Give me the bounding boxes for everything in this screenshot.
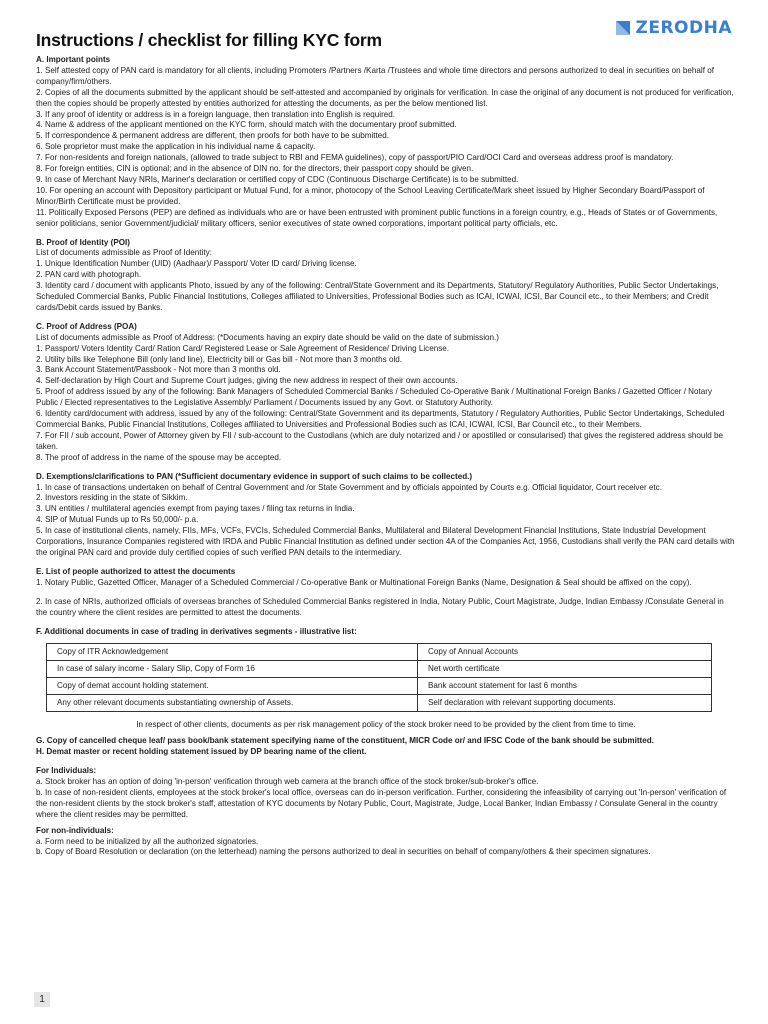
table-cell: Copy of Annual Accounts	[418, 644, 712, 661]
section-b-heading: B. Proof of Identity (POI)	[36, 237, 130, 247]
table-cell: Copy of demat account holding statement.	[47, 678, 418, 695]
section-f-note: In respect of other clients, documents as per risk management policy of the stock broker need to be provided by the client from time to time.	[136, 720, 636, 730]
section-h-heading: H. Demat master or recent holding statement issued by DP bearing name of the client.	[36, 747, 367, 757]
section-c-item: 7. For FII / sub account, Power of Attorney given by FII / sub-account to the Custodians (which are duly notarized and / or apostilled or consularised) that gives the registered address should be taken.	[36, 430, 723, 451]
table-cell: In case of salary income - Salary Slip, Copy of Form 16	[47, 661, 418, 678]
section-a-item: 2. Copies of all the documents submitted by the applicant should be self-attested and accompanied by originals for verification. In case the original of any document is not produced for verification, then the copies should be properly attested by entities authorized for attesting the documents, as per the below mentioned list.	[36, 87, 734, 108]
section-a-item: 8. For foreign entities, CIN is optional; and in the absence of DIN no. for the directors, their passport copy should be given.	[36, 164, 474, 174]
section-b-item: 1. Unique Identification Number (UID) (Aadhaar)/ Passport/ Voter ID card/ Driving license.	[36, 259, 357, 269]
section-a-item: 1. Self attested copy of PAN card is mandatory for all clients, including Promoters /Partners /Karta /Trustees and whole time directors and persons authorized to deal in securities on behalf of company/firm/others.	[36, 65, 714, 86]
logo-text: ZERODHA	[635, 18, 732, 38]
section-b-item: 2. PAN card with photograph.	[36, 270, 142, 280]
section-b-intro: List of documents admissible as Proof of Identity:	[36, 248, 212, 258]
individuals-item: a. Stock broker has an option of doing 'in-person' verification through web camera at the branch office of the stock broker/sub-broker's office.	[36, 777, 539, 787]
section-d-heading: D. Exemptions/clarifications to PAN (*Sufficient documentary evidence in support of such claims to be collected.)	[36, 471, 473, 481]
non-individuals-item: a. Form need to be initialized by all the authorized signatories.	[36, 836, 259, 846]
derivatives-documents-table	[46, 643, 712, 712]
section-f-heading: F. Additional documents in case of trading in derivatives segments - illustrative list:	[36, 626, 357, 636]
page-title: Instructions / checklist for filling KYC form	[36, 30, 382, 50]
section-a-item: 11. Politically Exposed Persons (PEP) are defined as individuals who are or have been entrusted with prominent public functions in a foreign country, e.g., Heads of States or of Governments, senior politicians, senior Government/judicial/ military officers, senior executives of state owned corporations, important political party officials, etc.	[36, 207, 718, 228]
section-c-item: 6. Identity card/document with address, issued by any of the following: Central/State Government and its departments, Statutory / Regulatory Authorities, Public Sector Undertakings, Scheduled Commercial Banks, Public Financial Institutions, Colleges affiliated to Universities and Professional Bodies such as ICAI, ICWAI, ICSI, Bar Council etc., to their Members.	[36, 409, 725, 429]
section-d-item: 3. UN entities / multilateral agencies exempt from paying taxes / filing tax returns in India.	[36, 504, 355, 514]
individuals-item: b. In case of non-resident clients, employees at the stock broker's local office, overseas can do in-person verification. Further, considering the infeasibility of carrying out 'In-person' verification of the non-resident clients by the stock broker's staff, attestation of KYC documents by Notary Public, Court, Magistrate, Judge, Local Banker, Indian Embassy / Consulate General in the country where the client resides may be permitted.	[36, 787, 727, 819]
section-c-item: 5. Proof of address issued by any of the following: Bank Managers of Scheduled Commercial Banks / Scheduled Co-Operative Bank / Multinational Foreign Banks / Gazetted Officer / Notary Public / Elected representatives to the Legislative Assembly/ Parliament / Documents issued by any Govt. or Statutory Authority.	[36, 387, 713, 408]
section-c-heading: C. Proof of Address (POA)	[36, 321, 137, 331]
table-cell: Bank account statement for last 6 months	[418, 678, 712, 695]
section-c-item: 2. Utility bills like Telephone Bill (only land line), Electricity bill or Gas bill - Not more than 3 months old.	[36, 354, 403, 364]
table-cell: Copy of ITR Acknowledgement	[47, 644, 418, 661]
table-row	[47, 661, 712, 678]
table-row	[47, 695, 712, 712]
section-a-item: 7. For non-residents and foreign nationals, (allowed to trade subject to RBI and FEMA guidelines), copy of passport/PIO Card/OCI Card and overseas address proof is mandatory.	[36, 153, 674, 163]
section-e-item: 1. Notary Public, Gazetted Officer, Manager of a Scheduled Commercial / Co-operative Bank or Multinational Foreign Banks (Name, Designation & Seal should be affixed on the copy).	[36, 577, 692, 587]
section-a-item: 5. If correspondence & permanent address are different, then proofs for both have to be submitted.	[36, 131, 390, 141]
section-c-item: 3. Bank Account Statement/Passbook - Not more than 3 months old.	[36, 365, 281, 375]
section-c-intro: List of documents admissible as Proof of Address: (*Documents having an expiry date should be valid on the date of submission.)	[36, 332, 499, 342]
section-d-item: 5. In case of institutional clients, namely, FIIs, MFs, VCFs, FVCIs, Scheduled Commercial Banks, Multilateral and Bilateral Development Financial Institutions, State Industrial Development Corporations, Insurance Companies registered with IRDA and Public Financial Institution as defined under section 4A of the Companies Act, 1956, Custodians shall verify the PAN card details with the original PAN card and provide duly certified copies of such verified PAN details to the intermediary.	[36, 526, 735, 557]
section-d-item: 1. In case of transactions undertaken on behalf of Central Government and /or State Government and by officials appointed by Courts e.g. Official liquidator, Court receiver etc.	[36, 482, 662, 492]
page-number: 1	[34, 992, 50, 1007]
zerodha-logo	[616, 18, 732, 38]
section-c-item: 8. The proof of address in the name of the spouse may be accepted.	[36, 452, 282, 462]
section-g-heading: G. Copy of cancelled cheque leaf/ pass book/bank statement specifying name of the constituent, MICR Code or/ and IFSC Code of the bank should be submitted.	[36, 736, 654, 746]
non-individuals-heading: For non-individuals:	[36, 825, 114, 835]
section-a-item: 3. If any proof of identity or address is in a foreign language, then translation into English is required.	[36, 109, 396, 119]
table-row	[47, 644, 712, 661]
section-a-item: 9. In case of Merchant Navy NRIs, Mariner's declaration or certified copy of CDC (Continuous Discharge Certificate) is to be submitted.	[36, 174, 519, 184]
table-cell: Net worth certificate	[418, 661, 712, 678]
section-d-item: 4. SIP of Mutual Funds up to Rs 50,000/- p.a.	[36, 515, 199, 525]
zerodha-logo-icon	[616, 21, 630, 35]
section-a-item: 6. Sole proprietor must make the application in his individual name & capacity.	[36, 142, 316, 152]
section-a-heading: A. Important points	[36, 55, 111, 64]
section-e-item: 2. In case of NRIs, authorized officials of overseas branches of Scheduled Commercial Banks registered in India, Notary Public, Court Magistrate, Judge, Indian Embassy /Consulate General in the country where the client resides are permitted to attest the documents.	[36, 596, 724, 617]
table-cell: Any other relevant documents substantiating ownership of Assets.	[47, 695, 418, 712]
section-a-item: 10. For opening an account with Depository participant or Mutual Fund, for a minor, photocopy of the School Leaving Certificate/Mark sheet issued by Higher Secondary Board/Passport of Minor/Birth Certificate must be provided.	[36, 185, 705, 206]
non-individuals-item: b. Copy of Board Resolution or declaration (on the letterhead) naming the persons authorized to deal in securities on behalf of company/others & their specimen signatures.	[36, 847, 651, 857]
section-d-item: 2. Investors residing in the state of Sikkim.	[36, 493, 188, 503]
individuals-heading: For Individuals:	[36, 766, 97, 776]
section-e-heading: E. List of people authorized to attest the documents	[36, 566, 236, 576]
table-row	[47, 678, 712, 695]
table-cell: Self declaration with relevant supporting documents.	[418, 695, 712, 712]
document-body	[36, 55, 736, 858]
section-c-item: 4. Self-declaration by High Court and Supreme Court judges, giving the new address in respect of their own accounts.	[36, 376, 458, 386]
section-c-item: 1. Passport/ Voters Identity Card/ Ration Card/ Registered Lease or Sale Agreement of Residence/ Driving License.	[36, 343, 449, 353]
section-b-item: 3. Identity card / document with applicants Photo, issued by any of the following: Central/State Government and its Departments, Statutory/ Regulatory Authorities, Public Sector Undertakings, Scheduled Commercial Banks, Public Financial Institutions, Colleges affiliated to Universities, Professional Bodies such as ICAI, ICWAI, ICSI, Bar Council etc., to their Members; and Credit cards/Debit cards issued by Banks.	[36, 281, 719, 312]
section-a-item: 4. Name & address of the applicant mentioned on the KYC form, should match with the documentary proof submitted.	[36, 120, 457, 130]
